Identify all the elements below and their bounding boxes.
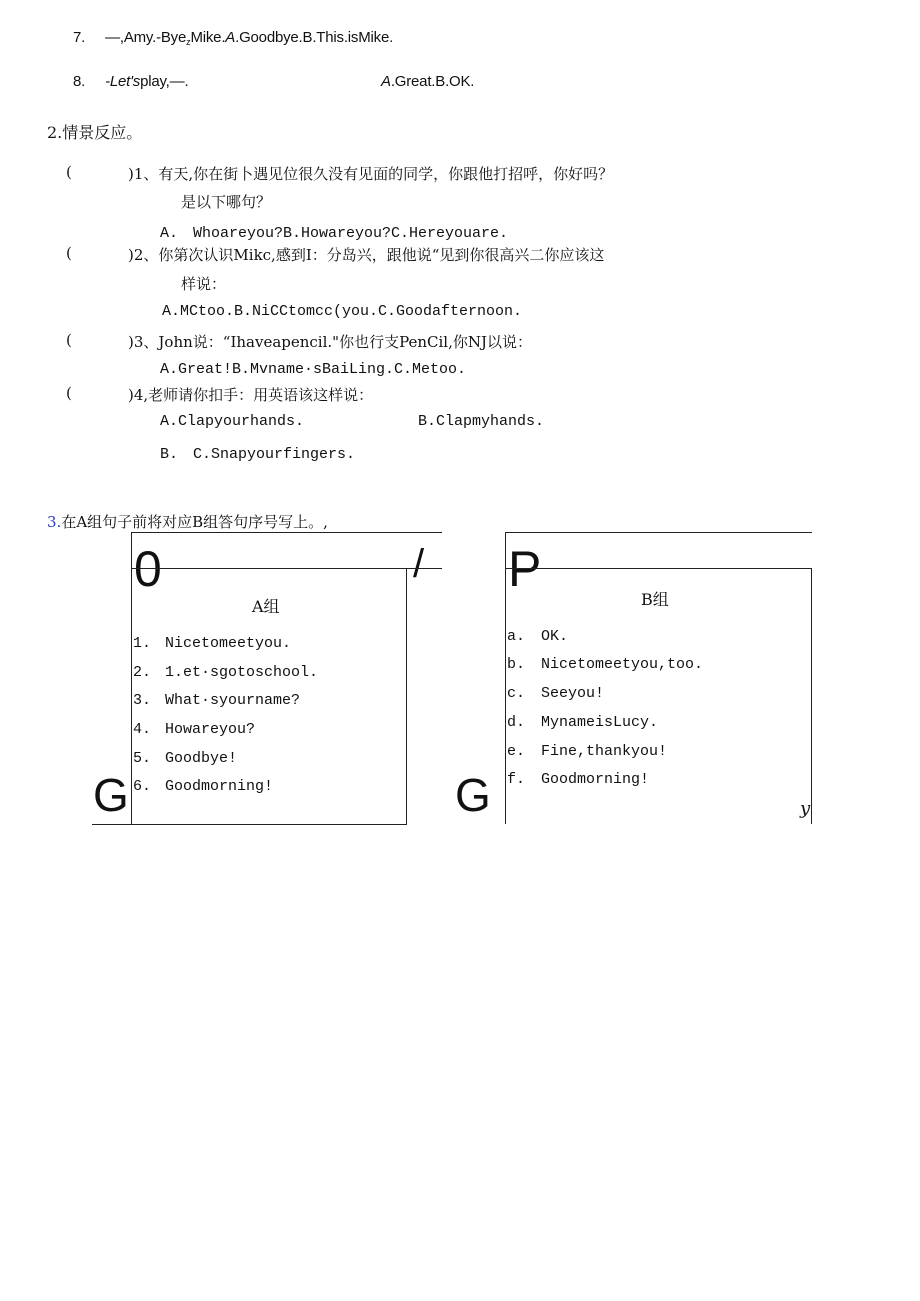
group-b-row-text: Seeyou! <box>541 685 605 702</box>
group-a-row <box>133 635 151 652</box>
item-text-cont: Mike. <box>190 29 226 46</box>
q3-line <box>128 331 532 352</box>
q2-text: 你第次认识Mikc,感到I：分岛兴，跟他说“见到你很高兴二你应该这 <box>158 246 605 264</box>
group-b-row <box>507 743 525 760</box>
box-b-left-edge <box>505 532 506 824</box>
group-a-row <box>133 692 151 709</box>
box-b-inner-rule <box>505 568 812 569</box>
q3-options: A.Great!B.Mvname·sBaiLing.C.Metoo. <box>160 361 467 378</box>
item-options: .Goodbye.B.This.isMike. <box>235 29 394 46</box>
row-number: 4. <box>133 721 152 738</box>
group-b-row-text: OK. <box>541 628 569 645</box>
group-a-row-text: Goodmorning! <box>165 778 274 795</box>
q3-text: John说：“Ihaveapencil."你也行支PenCil,你NJ以说： <box>158 333 533 351</box>
q2-line <box>128 244 604 265</box>
item-text: Let's <box>109 73 141 90</box>
item-8 <box>73 73 188 90</box>
q1-line <box>128 163 613 184</box>
q1-text-cont: 是以下哪句？ <box>181 193 272 211</box>
group-a-row-text: Goodbye! <box>165 750 238 767</box>
item-text: —,Amy.-Bye <box>105 29 187 46</box>
q3-number: )3、 <box>128 333 159 351</box>
q4-option-c: B. C.Snapyourfingers. <box>160 446 356 463</box>
group-a-heading: A组 <box>252 597 280 616</box>
group-b-row-text: MynameisLucy. <box>541 714 659 731</box>
q1-number: )1、 <box>128 165 159 183</box>
group-b-row <box>507 656 525 673</box>
q2-options: A.MCtoo.B.NiCCtomcc(you.C.Goodafternoon. <box>162 303 523 320</box>
group-b-heading: B组 <box>641 590 669 609</box>
q1-options: A. Whoareyou?B.Howareyou?C.Hereyouare. <box>160 225 509 242</box>
stray-glyph-p: P <box>508 541 542 597</box>
group-b-row <box>507 685 525 702</box>
group-a-row-text: 1.et·sgotoschool. <box>165 664 319 681</box>
group-a-row-text: Howareyou? <box>165 721 256 738</box>
stray-glyph-y: y <box>800 798 811 819</box>
section-3-number: 3. <box>47 513 62 531</box>
stray-glyph-slash: / <box>413 542 425 586</box>
group-a-row <box>133 721 151 738</box>
row-letter: f. <box>507 771 526 788</box>
box-a-inner-rule <box>131 568 442 569</box>
box-a-left-edge <box>131 532 132 824</box>
q2-text-cont: 样说： <box>181 275 227 293</box>
row-number: 5. <box>133 750 152 767</box>
row-number: 1. <box>133 635 152 652</box>
q4-option-b: B.Clapmyhands. <box>418 413 545 430</box>
q3-paren: ( <box>66 331 72 349</box>
item-options: .Great.B.OK. <box>390 73 475 90</box>
stray-glyph-o: 0 <box>134 541 162 597</box>
option-a-letter: A <box>381 73 391 90</box>
box-a-bottom-rule <box>92 824 407 825</box>
group-a-row <box>133 778 151 795</box>
row-number: 3. <box>133 692 152 709</box>
q1-text: 有天,你在街卜遇见位很久没有见面的同学，你跟他打招呼，你好吗？ <box>158 165 614 183</box>
section-2-title: 2.情景反应。 <box>47 123 143 142</box>
row-letter: a. <box>507 628 526 645</box>
group-b-row-text: Goodmorning! <box>541 771 650 788</box>
q4-option-a: A.Clapyourhands. <box>160 413 305 430</box>
item-7 <box>73 29 393 47</box>
group-b-row <box>507 771 525 788</box>
row-letter: c. <box>507 685 526 702</box>
row-letter: b. <box>507 656 526 673</box>
q2-paren: ( <box>66 244 72 262</box>
q4-line <box>128 384 373 405</box>
stray-glyph-g-right: G <box>455 769 491 821</box>
q4-number: )4, <box>128 386 149 404</box>
group-b-row-text: Fine,thankyou! <box>541 743 668 760</box>
item-text-cont: play,—. <box>140 73 189 90</box>
group-a-row <box>133 750 151 767</box>
box-a-top-rule <box>131 532 442 533</box>
row-number: 6. <box>133 778 152 795</box>
section-3-title: 在A组句子前将对应B组答句序号写上。, <box>61 513 328 531</box>
group-a-row-text: Nicetomeetyou. <box>165 635 292 652</box>
group-b-row <box>507 628 525 645</box>
item-8-options <box>381 73 474 90</box>
q4-text: 老师请你扣手：用英语该这样说： <box>148 386 374 404</box>
stray-glyph-g-left: G <box>93 769 129 821</box>
section-3-heading <box>47 511 328 532</box>
item-number: 7. <box>73 29 86 46</box>
row-letter: e. <box>507 743 526 760</box>
q2-number: )2、 <box>128 246 159 264</box>
item-dash: - <box>105 73 110 90</box>
q4-paren: ( <box>66 384 72 402</box>
group-b-row <box>507 714 525 731</box>
row-letter: d. <box>507 714 526 731</box>
box-a-right-edge <box>406 568 407 824</box>
group-a-row <box>133 664 151 681</box>
group-a-row-text: What·syourname? <box>165 692 301 709</box>
q1-paren: ( <box>66 163 72 181</box>
option-a-letter: A <box>225 29 236 46</box>
box-b-right-edge <box>811 568 812 824</box>
box-b-top-rule <box>505 532 812 533</box>
group-b-row-text: Nicetomeetyou,too. <box>541 656 704 673</box>
row-number: 2. <box>133 664 152 681</box>
item-subscript: z <box>186 37 191 47</box>
item-number: 8. <box>73 73 86 90</box>
